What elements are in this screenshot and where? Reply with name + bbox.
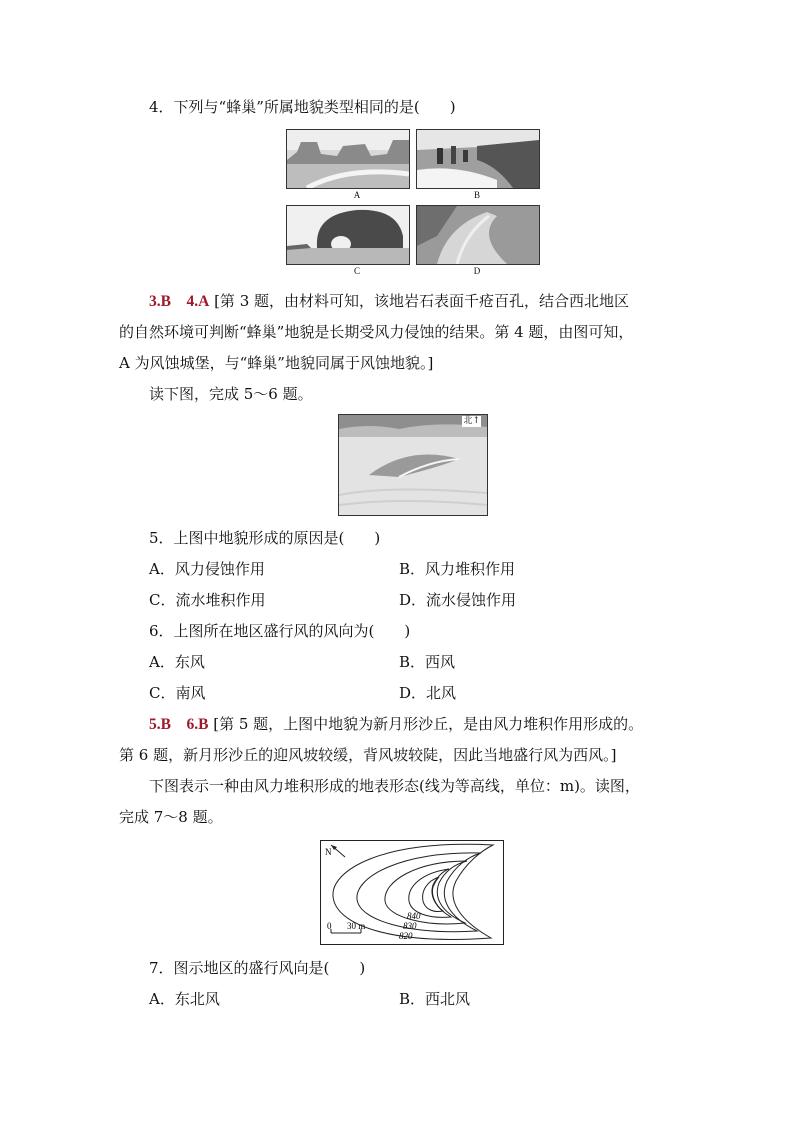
contour-label-830: 830 (403, 921, 417, 931)
intro-7-8-line1: 下图表示一种由风力堆积形成的地表形态(线为等高线，单位：m)。读图， (149, 777, 640, 795)
photo-barchan-dune (338, 414, 488, 516)
photo-a-wind-castle (286, 129, 410, 189)
contour-label-840: 840 (407, 911, 421, 921)
q6-stem: 6．上图所在地区盛行风的风向为( ) (149, 622, 411, 640)
q6-option-d: D．北风 (399, 684, 457, 702)
scale-length-label: 30 m (347, 921, 366, 931)
answer-3-4-line3: A 为风蚀城堡，与“蜂巢”地貌同属于风蚀地貌。] (119, 354, 434, 372)
north-label (462, 416, 481, 427)
answer-5-6-line2: 第 6 题，新月形沙丘的迎风坡较缓，背风坡较陡，因此当地盛行风为西风。] (119, 746, 617, 764)
q5-option-d: D．流水侵蚀作用 (399, 591, 517, 609)
contour-map (320, 840, 504, 945)
q5-option-a: A．风力侵蚀作用 (149, 560, 265, 578)
north-arrow-icon: ↑ (472, 416, 480, 426)
q5-option-b: B．风力堆积作用 (399, 560, 516, 578)
caption-b: B (473, 190, 480, 200)
contour-north-label: N (325, 847, 332, 857)
photo-c-elephant-trunk-hill (286, 205, 410, 265)
q4-stem: 4．下列与“蜂巢”所属地貌类型相同的是( ) (149, 98, 456, 116)
answer-5-6-label: 5.B 6.B (149, 716, 209, 733)
caption-d: D (473, 266, 481, 276)
answer-3-4-text1: [第 3 题，由材料可知，该地岩石表面千疮百孔，结合西北地区 (214, 292, 630, 310)
north-text: 北 (463, 416, 473, 426)
answer-3-4-line2: 的自然环境可判断“蜂巢”地貌是长期受风力侵蚀的结果。第 4 题，由图可知， (119, 323, 634, 341)
caption-c: C (353, 266, 360, 276)
scale-zero-label: 0 (327, 921, 332, 931)
answer-3-4-label: 3.B 4.A (149, 293, 210, 310)
caption-a: A (353, 190, 361, 200)
q6-option-b: B．西风 (399, 653, 456, 671)
q6-option-c: C．南风 (149, 684, 206, 702)
photo-d-alluvial-fan (416, 205, 540, 265)
read-5-6-instruction: 读下图，完成 5～6 题。 (149, 385, 313, 403)
q7-option-b: B．西北风 (399, 990, 471, 1008)
q5-option-c: C．流水堆积作用 (149, 591, 266, 609)
answer-3-4-line1 (149, 290, 629, 313)
q5-stem: 5．上图中地貌形成的原因是( ) (149, 529, 381, 547)
intro-7-8-line2: 完成 7～8 题。 (119, 808, 223, 826)
answer-5-6-line1 (149, 713, 643, 736)
q7-stem: 7．图示地区的盛行风向是( ) (149, 959, 366, 977)
photo-b-sea-stacks (416, 129, 540, 189)
q6-option-a: A．东风 (149, 653, 205, 671)
contour-label-820: 820 (399, 931, 413, 941)
q7-option-a: A．东北风 (149, 990, 220, 1008)
answer-5-6-text1: [第 5 题，上图中地貌为新月形沙丘，是由风力堆积作用形成的。 (213, 715, 644, 733)
